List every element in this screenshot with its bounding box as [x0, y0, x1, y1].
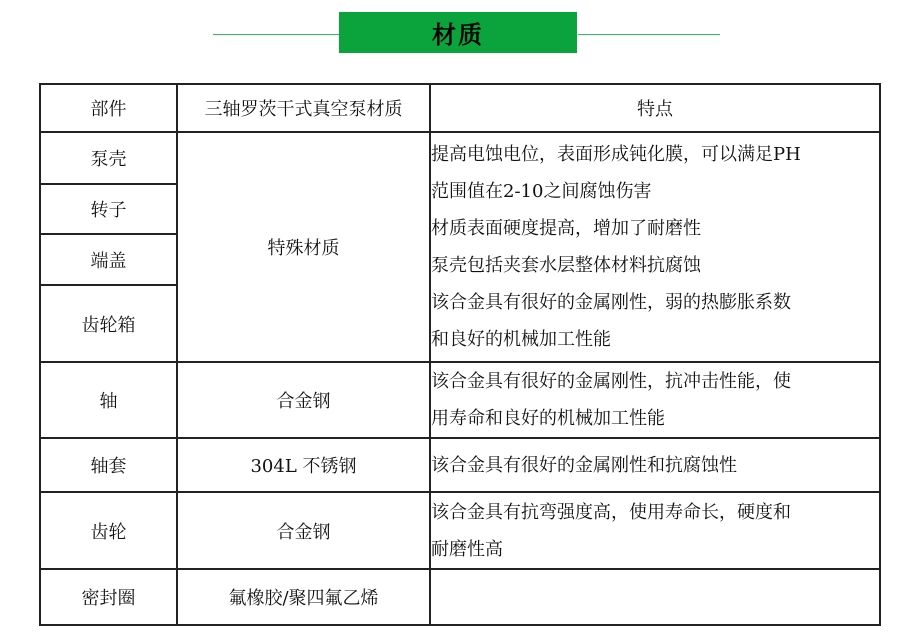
page-title: 材质: [432, 21, 484, 49]
title-banner: [339, 12, 577, 53]
material-cell: 合金钢: [177, 362, 430, 438]
features-cell: [430, 492, 880, 569]
features-cell: [430, 362, 880, 438]
feature-line: 该合金具有很好的金属刚性，抗冲击性能，使: [431, 371, 791, 392]
part-cell: 轴: [40, 362, 177, 438]
part-cell: 转子: [40, 184, 177, 234]
part-cell: 端盖: [40, 234, 177, 285]
table-row: [40, 492, 880, 569]
material-cell: 304L 不锈钢: [177, 438, 430, 492]
feature-line: 提高电蚀电位，表面形成钝化膜，可以满足PH: [431, 144, 801, 165]
table-row: [40, 362, 880, 438]
part-cell: 齿轮: [40, 492, 177, 569]
table-row: [40, 132, 880, 184]
feature-line: 和良好的机械加工性能: [431, 329, 611, 350]
header-part: 部件: [40, 84, 177, 132]
features-cell: [430, 132, 880, 362]
feature-line: 耐磨性高: [431, 538, 503, 560]
table-row: [40, 569, 880, 625]
feature-line: 该合金具有很好的金属刚性，弱的热膨胀系数: [431, 292, 791, 313]
feature-line: 用寿命和良好的机械加工性能: [431, 408, 665, 429]
material-cell: 特殊材质: [177, 132, 430, 362]
features-cell: [430, 438, 880, 492]
header-features: 特点: [430, 84, 880, 132]
title-line-left: [213, 34, 343, 35]
part-cell: 密封圈: [40, 569, 177, 625]
feature-line: 材质表面硬度提高，增加了耐磨性: [431, 218, 701, 239]
header-material: 三轴罗茨干式真空泵材质: [177, 84, 430, 132]
features-cell: [430, 569, 880, 625]
part-cell: 轴套: [40, 438, 177, 492]
material-cell: 合金钢: [177, 492, 430, 569]
title-line-right: [578, 34, 720, 35]
feature-line: 该合金具有抗弯强度高，使用寿命长，硬度和: [431, 501, 791, 523]
table-row: [40, 438, 880, 492]
part-cell: 齿轮箱: [40, 285, 177, 362]
feature-line: 该合金具有很好的金属刚性和抗腐蚀性: [431, 454, 737, 476]
feature-line: 泵壳包括夹套水层整体材料抗腐蚀: [431, 255, 701, 276]
part-cell: 泵壳: [40, 132, 177, 184]
material-table: [39, 83, 881, 626]
feature-line: 范围值在2-10之间腐蚀伤害: [431, 181, 652, 202]
material-cell: 氟橡胶/聚四氟乙烯: [177, 569, 430, 625]
table-header-row: [40, 84, 880, 132]
